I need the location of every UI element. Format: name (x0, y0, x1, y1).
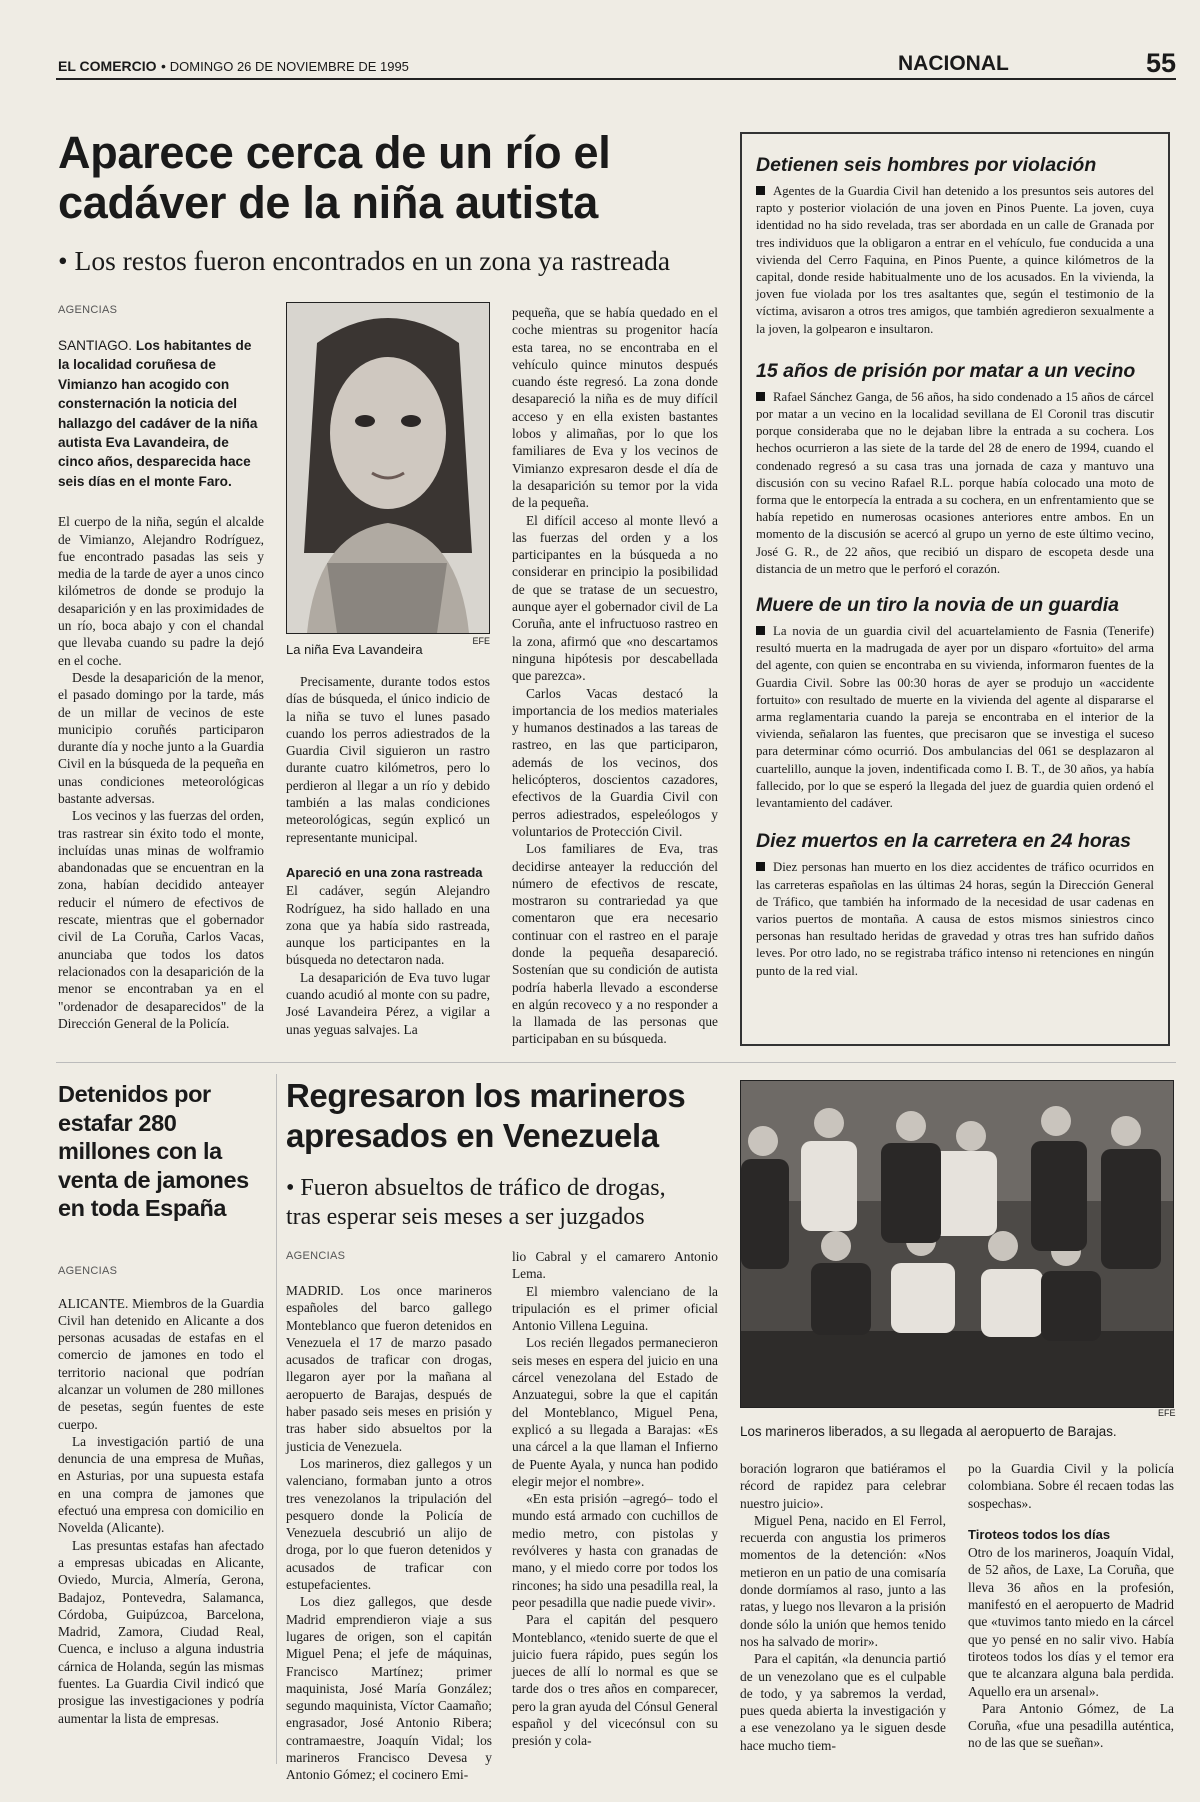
main-lead-place: SANTIAGO. (58, 338, 133, 353)
page-number: 55 (1145, 48, 1176, 78)
marineros-headline-line1: Regresaron los marineros (286, 1077, 686, 1114)
main-col1-body (58, 513, 264, 1032)
marineros-subhead (286, 1174, 736, 1232)
paragraph: Miguel Pena, nacido en El Ferrol, recuerda con angustia los primeros momentos de la detención: «Nos metieron en un patio de una comisaría donde dormíamos al raso, junto a las ratas, y luego nos llevaron a la prisión donde sólo la unión que hemos tenido nos ha salvado de morir». (740, 1512, 946, 1649)
marineros-photo (740, 1080, 1174, 1408)
subhead-bullet: • (58, 245, 75, 276)
marineros-subhead-line2: tras esperar seis meses a ser juzgados (286, 1204, 645, 1230)
eva-photo-credit: EFE (472, 636, 490, 646)
paragraph: Los diez gallegos, que desde Madrid emprendieron viaje a sus lugares de origen, son el capitán Miguel Pena; el jefe de máquinas, Francisco Martínez; primer maquinista, José María González; segundo maquinista, Víctor Caamaño; engrasador, José Antonio Ribera; contramaestre, Joaquín Vidal; los marineros Francisco Devesa y Antonio Gómez; el cocinero Emi- (286, 1594, 492, 1783)
paragraph: ALICANTE. Miembros de la Guardia Civil han detenido en Alicante a dos personas acusadas de estafas en el comercio de jamones en todo el territorio nacional que podrían alcanzar un volumen de 280 millones de pesetas, según fuentes de este cuerpo. (58, 1295, 264, 1432)
eva-photo-caption: La niña Eva Lavandeira (286, 642, 423, 657)
jamones-headline: Detenidos por estafar 280 millones con la venta de jamones en toda España (58, 1081, 249, 1221)
square-bullet-icon (756, 392, 765, 401)
main-subhead (58, 244, 738, 278)
main-col2-body (286, 673, 490, 1038)
brief-title: Muere de un tiro la novia de un guardia (756, 594, 1119, 617)
marineros-subhead-line1: • Fueron absueltos de tráfico de drogas, (286, 1175, 666, 1201)
marineros-col1 (286, 1250, 492, 1784)
main-lead-text: Los habitantes de la localidad coruñesa de Vimianzo han acogido con consternación la noticia del hallazgo del cadáver de la niña autista Eva Lavandeira, de cinco años, desparecida hace seis días en el monte Faro. (58, 338, 258, 489)
marineros-photo-credit: EFE (1158, 1408, 1176, 1418)
marineros-agency: AGENCIAS (286, 1250, 346, 1262)
paragraph: La desaparición de Eva tuvo lugar cuando acudió al monte con su padre, José Lavandeira Pérez, a vigilar a unas yeguas salvajes. La (286, 969, 490, 1037)
masthead (58, 48, 1176, 80)
paragraph: pequeña, que se había quedado en el coche mientras su progenitor hacía esta tarea, no se encontraba en el vehículo quince minutos después cuando éste regresó. La zona donde desapareció la niña es de muy difícil acceso y en ella existen bastantes lobos y alimañas, por lo que los familiares de Eva y los vecinos de Vimianzo expresaron desde el día de la desaparición su temor por la vida de la pequeña. (512, 305, 718, 511)
brief-text: Rafael Sánchez Ganga, de 56 años, ha sido condenado a 15 años de cárcel por matar a un vecino en la localidad sevillana de El Coronil tras discutir porque consideraba que no le dejaban libre la entrada a su cochera. Los hechos ocurrieron a las siete de la tarde del 28 de enero de 1994, cuando el condenado regresó a su casa tras una jornada de caza y mantuvo una discusión con su vecino Rafael R.L. porque había colocado una moto de forma que le entorpecía la entrada a su cochera, en un enfrentamiento que se había repetido en numerosas ocasiones anteriores entre ambos. En un momento de la discusión se acercó al grupo un yerno de este último vecino, José G. R., de 22 años, que recibió un disparo de escopeta desde una distancia de un metro que le perforó el corazón. (756, 389, 1154, 576)
jamones-body (58, 1295, 264, 1727)
column-divider (276, 1074, 277, 1764)
paragraph: Desde la desaparición de la menor, el pasado domingo por la tarde, más de un millar de vecinos de este municipio coruñés participaron durante día y noche junto a la Guardia Civil en la búsqueda de la pequeña en unas condiciones meteorológicas bastante adversas. (58, 669, 264, 806)
paragraph: Carlos Vacas destacó la importancia de los medios materiales y humanos destinados a las tareas de rastreo, en las que participaron, además de los vecinos, dos helicópteros, doscientos cazadores, efectivos de la Guardia Civil con perros adiestrados, espeleólogos y voluntarios de Protección Civil. (512, 685, 718, 839)
main-col2-subhead: Apareció en una zona rastreada (286, 864, 483, 880)
square-bullet-icon (756, 186, 765, 195)
brief-text: Diez personas han muerto en los diez accidentes de tráfico ocurridos en las carreteras españolas en las últimas 24 horas, según la Dirección General de Tráfico, que también ha informado de la necesidad de usar cadenas en varios puertos de montaña. A causa de estos mismos siniestros cinco personas han resultado heridas de gravedad y otras tres han sufrido daños leves. Por otro lado, no se registraba tráfico intenso ni retenciones en ningún punto de la red vial. (756, 860, 1154, 978)
paragraph: La investigación partió de una denuncia de una empresa de Muñas, en Asturias, por una supuesta estafa en una compra de jamones que efectuó una empresa con domicilio en Novelda (Alicante). (58, 1433, 264, 1536)
section-name: NACIONAL (898, 52, 1009, 75)
header-rule (56, 78, 1176, 80)
section-divider (56, 1062, 1176, 1063)
issue-date: DOMINGO 26 DE NOVIEMBRE DE 1995 (169, 59, 409, 74)
main-headline (58, 128, 718, 228)
paragraph: MADRID. Los once marineros españoles del barco gallego Monteblanco que fueron detenidos en Venezuela el 17 de marzo pasado acusados de traficar con drogas, llegaron ayer por la mañana al aeropuerto de Barajas, después de haber pasado seis meses en prisión y tras haber sido absueltos por la justicia de Venezuela. (286, 1283, 492, 1454)
briefs-sidebar (740, 132, 1170, 1046)
brief-title: Detienen seis hombres por violación (756, 154, 1097, 176)
eva-photo (286, 302, 490, 634)
paragraph: El difícil acceso al monte llevó a las fuerzas del orden y a los participantes en la búsqueda a no considerar en principio la posibilidad de que se tratase de un secuestro, aunque ayer el gobernador civil de La Coruña, ante el infructuoso rastreo en la zona, afirmó que «no descartamos ninguna hipótesis por descabellada que parezca». (512, 512, 718, 684)
paragraph: Para el capitán, «la denuncia partió de un venezolano que es el culpable de todo, y ya sabremos la verdad, pues queda abierta la investigación y a ese venezolano ya le siguen desde hace mucho tiem- (740, 1651, 946, 1753)
brief-item (756, 154, 1154, 338)
brief-text: La novia de un guardia civil del acuartelamiento de Fasnia (Tenerife) resultó muerta en la madrugada de ayer por un disparo «fortuito» del arma del agente, con quien se encontraba en su vivienda, informaron fuentes de la Guardia Civil. Sobre las 00:30 horas de ayer se produjo un «accidente fortuito» con resultado de muerte en la vivienda del agente al dispararse el arma reglamentaria cuando la pareja se encontraba en el interior de la vivienda, señalaron las fuentes, que precisaron que se investiga el suceso para determinar cómo ocurrió. Dos ambulancias del 061 se desplazaron al cuartelillo, aunque la joven, indentificada como I. B. T., de 30 años, ya había fallecido, por lo que se esperó la llegada del juez de guardia quien ordenó el levantamiento del cadáver. (756, 624, 1154, 811)
paragraph: El cuerpo de la niña, según el alcalde de Vimianzo, Alejandro Rodríguez, fue encontrado pasadas las seis y media de la tarde de ayer a unos cinco kilómetros de donde se produjo la desaparición y en las proximidades de un río, boca abajo y con el chandal que llevaba cuando su padre la dejó en el coche. (58, 514, 264, 668)
brief-item (756, 830, 1154, 979)
main-article-col2 (286, 302, 490, 1038)
masthead-separator: • (160, 58, 170, 74)
paragraph: Los recién llegados permanecieron seis meses en espera del juicio en una cárcel venezolana del Estado de Anzuategui, sobre la que el capitán del Monteblanco, Miguel Pena, explicó a su llegada a Barajas: «Es una cárcel a la que llaman el Infierno de Puente Ayala, y nunca han podido elegir mejor el nombre». (512, 1335, 718, 1489)
paragraph: boración lograron que batiéramos el récord de rapidez para celebrar nuestro juicio». (740, 1461, 946, 1511)
paragraph: Los marineros, diez gallegos y un valenciano, formaban junto a otros tres venezolanos la tripulación del pesquero donde la Policía de Venezuela descubrió un alijo de droga, por lo que fueron detenidos y acusados de traficar con estupefacientes. (286, 1455, 492, 1593)
marineros-photo-caption: Los marineros liberados, a su llegada al aeropuerto de Barajas. (740, 1424, 1117, 1439)
main-article-col1 (58, 304, 264, 1032)
brief-item (756, 360, 1154, 578)
marineros-headline (286, 1076, 726, 1156)
main-article-col3 (512, 304, 718, 1048)
jamones-article (58, 1080, 264, 1727)
main-agency: AGENCIAS (58, 304, 118, 316)
paragraph: Para el capitán del pesquero Monteblanco, «tenido suerte de que el juicio fuera rápido, pues según los jueces de allí lo normal es que se tarde dos o tres años en comparecer, pero la gran ayuda del Cónsul General español y del vicecónsul con su presión y cola- (512, 1612, 718, 1749)
paragraph: Los familiares de Eva, tras decidirse anteayer la reducción del número de efectivos de rescate, mostraron su contrariedad ya que comentaron que era necesario continuar con el rastreo en el paraje donde la pequeña desapareció. Sostenían que su condición de autista podría haberla llevado a esconderse en algún recoveco y a no responder a la llamada de las personas que participaban en su búsqueda. (512, 841, 718, 1047)
newspaper-name: EL COMERCIO (58, 58, 157, 74)
paragraph: Otro de los marineros, Joaquín Vidal, de 52 años, de Laxe, La Coruña, que lleva 36 años en la profesión, manifestó en el aeropuerto de Madrid que «tuvimos tanto miedo en la cárcel que yo pensé en no salir vivo. Había tiroteos todos los días y el temor era que te alcanzara alguna bala perdida. Aquello era un arsenal». (968, 1545, 1174, 1699)
jamones-agency: AGENCIAS (58, 1264, 118, 1277)
marineros-col3 (740, 1460, 946, 1754)
main-subhead-text: Los restos fueron encontrados en un zona ya rastreada (74, 245, 671, 276)
paragraph: Los vecinos y las fuerzas del orden, tras rastrear sin éxito todo el monte, incluídas unas minas de wolframio abandonadas que se encuentran en la zona, habían decidido anteayer reducir el número de efectivos de rescate, mientras que el gobernador civil de La Coruña, Carlos Vacas, anunciaba que todos los datos relacionados con la desaparición de la menor se encontraban ya en el "ordenador de desaparecidos" de la Dirección General de la Policía. (58, 808, 264, 1031)
marineros-col2 (512, 1248, 718, 1750)
square-bullet-icon (756, 626, 765, 635)
paragraph: Precisamente, durante todos estos días de búsqueda, el único indicio de la niña se tuvo el lunes pasado cuando los perros adiestrados de la Guardia Civil siguieron un rastro durante cuatro kilómetros, pero lo perdieron al llegar a un río y debido también a las malas condiciones meteorológicas, según explicó un representante municipal. (286, 674, 490, 845)
brief-title: 15 años de prisión por matar a un vecino (756, 359, 1136, 382)
subhead-bullet: • (286, 1175, 301, 1201)
main-headline-line1: Aparece cerca de un río el (58, 127, 611, 178)
brief-title: Diez muertos en la carretera en 24 horas (756, 830, 1132, 853)
square-bullet-icon (756, 862, 765, 871)
paragraph: El cadáver, según Alejandro Rodríguez, ha sido hallado en una zona que ya había sido rastreada, aunque los participantes en la búsqueda no detectaron nada. (286, 883, 490, 968)
main-lead (58, 336, 264, 491)
marineros-col1-body (286, 1282, 492, 1784)
jamones-lead-place: ALICANTE. (58, 1295, 129, 1311)
marineros-headline-line2: apresados en Venezuela (286, 1117, 659, 1154)
paragraph: Para Antonio Gómez, de La Coruña, «fue una pesadilla auténtica, no de las que se sueñan». (968, 1700, 1174, 1751)
marineros-col4 (968, 1460, 1174, 1752)
main-headline-line2: cadáver de la niña autista (58, 177, 598, 228)
paragraph: po la Guardia Civil y la policía colombiana. Sobre él recaen todas las sospechas». (968, 1461, 1174, 1511)
paragraph: «En esta prisión –agregó– todo el mundo está armado con cuchillos de medio metro, con pistolas y revólveres y hasta con granadas de mano, y el miedo corre por todos los rincones; ha sido una pesadilla real, la peor pesadilla que nadie puede vivir». (512, 1491, 718, 1610)
child-portrait-image (287, 303, 489, 633)
paragraph: lio Cabral y el camarero Antonio Lema. (512, 1249, 718, 1282)
brief-text: Agentes de la Guardia Civil han detenido a los presuntos seis autores del rapto y posterior violación de una joven en Pinos Puente. La joven, cuya identidad no ha sido revelada, tras ser abordada en un calle de Granada por tres individuos que la obligaron a entrar en el vehículo, fue conducida a una vivienda del Cerro Faquina, en Pinos Puente, a quince kilómetros de la capital, donde reside habitualmente uno de los acusados. En la vivienda, la joven fue violada por los tres asaltantes que, según el testimonio de la víctima, avisaron a otros tres amigos, que también agredieron sexualmente a la joven, la golpearon e insultaron. (756, 184, 1154, 336)
marineros-col4-subhead: Tiroteos todos los días (968, 1526, 1111, 1542)
brief-item (756, 594, 1154, 812)
paragraph: El miembro valenciano de la tripulación es el primer oficial Antonio Villena Leguina. (512, 1283, 718, 1334)
sailors-group-image (741, 1081, 1173, 1407)
paragraph: Las presuntas estafas han afectado a empresas ubicadas en Alicante, Oviedo, Murcia, Almería, Gerona, Badajoz, Pontevedra, Salamanca, Córdoba, Guipúzcoa, Barcelona, Madrid, Zamora, Ciudad Real, Cuenca, e incluso a alguna industria cárnica de Holanda, según las mismas fuentes. La Guardia Civil indicó que prosigue las investigaciones y podría aumentar la lista de empresas. (58, 1537, 264, 1726)
